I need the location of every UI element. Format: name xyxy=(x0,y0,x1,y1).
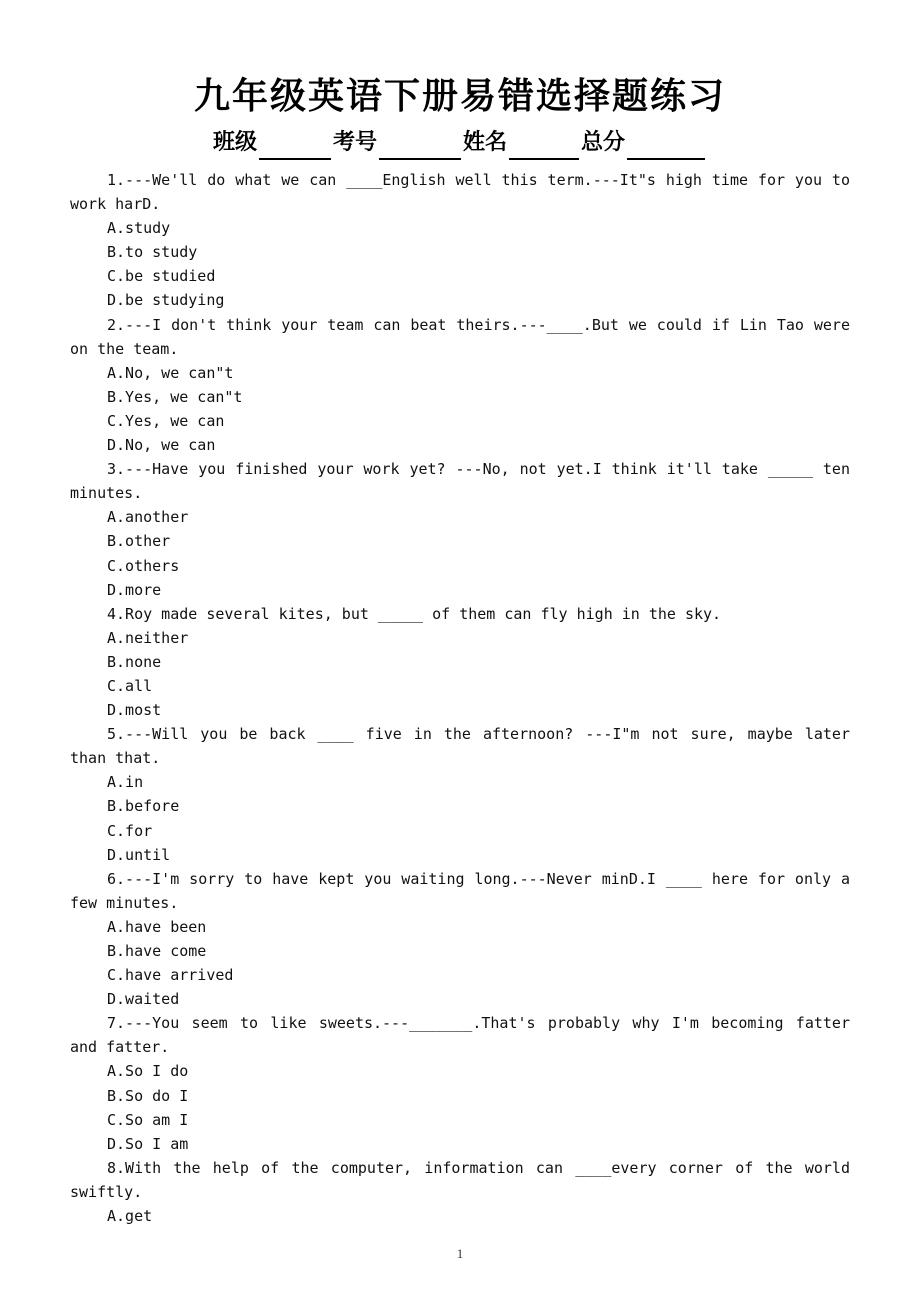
answer-option[interactable]: C.for xyxy=(107,821,153,840)
answer-option[interactable]: C.all xyxy=(107,676,153,695)
exam-no-blank[interactable] xyxy=(379,128,461,160)
name-blank[interactable] xyxy=(509,128,579,160)
question-stem: 3.---Have you finished your work yet? ---No, not yet.I think it'll take _____ ten minutes. xyxy=(70,460,860,503)
question-stem: 7.---You seem to like sweets.---_______.That's probably why I'm becoming fatter and fatter. xyxy=(70,1014,860,1057)
question-stem: 1.---We'll do what we can ____English well this term.---It"s high time for you to work harD. xyxy=(70,171,860,214)
answer-option[interactable]: A.neither xyxy=(107,628,189,647)
answer-option[interactable]: A.No, we can"t xyxy=(107,363,234,382)
question-item xyxy=(70,1011,860,1156)
answer-option[interactable]: C.So am I xyxy=(107,1110,189,1129)
question-item xyxy=(70,722,860,867)
answer-option[interactable]: D.most xyxy=(107,701,162,720)
score-blank[interactable] xyxy=(627,128,705,160)
answer-option[interactable]: B.to study xyxy=(107,243,198,262)
name-label: 姓名 xyxy=(463,130,508,155)
question-stem: 2.---I don't think your team can beat theirs.---____.But we could if Lin Tao were on the team. xyxy=(70,315,860,358)
class-label: 班级 xyxy=(212,130,257,155)
question-item xyxy=(70,168,860,313)
answer-option[interactable]: A.another xyxy=(107,508,189,527)
answer-option[interactable]: D.No, we can xyxy=(107,436,216,455)
answer-option[interactable]: A.study xyxy=(107,219,171,238)
page-title: 九年级英语下册易错选择题练习 xyxy=(193,76,726,117)
answer-option[interactable]: B.So do I xyxy=(107,1086,189,1105)
question-item xyxy=(70,313,860,458)
answer-option[interactable]: D.be studying xyxy=(107,291,225,310)
question-item xyxy=(70,1156,860,1228)
question-stem: 4.Roy made several kites, but _____ of them can fly high in the sky. xyxy=(107,604,722,623)
question-item xyxy=(70,867,860,1012)
answer-option[interactable]: B.Yes, we can"t xyxy=(107,387,243,406)
answer-option[interactable]: A.get xyxy=(107,1207,153,1226)
answer-option[interactable]: D.until xyxy=(107,845,171,864)
answer-option[interactable]: A.have been xyxy=(107,917,207,936)
page-number: 1 xyxy=(456,1246,464,1261)
answer-option[interactable]: B.none xyxy=(107,652,162,671)
question-list xyxy=(70,168,860,1228)
class-blank[interactable] xyxy=(259,128,331,160)
question-item xyxy=(70,457,860,602)
answer-option[interactable]: A.in xyxy=(107,773,144,792)
answer-option[interactable]: B.other xyxy=(107,532,171,551)
answer-option[interactable]: C.Yes, we can xyxy=(107,411,225,430)
answer-option[interactable]: C.be studied xyxy=(107,267,216,286)
answer-option[interactable]: A.So I do xyxy=(107,1062,189,1081)
answer-option[interactable]: D.waited xyxy=(107,990,180,1009)
student-info-line xyxy=(0,126,920,160)
question-stem: 6.---I'm sorry to have kept you waiting long.---Never minD.I ____ here for only a few minutes. xyxy=(70,869,860,912)
question-item xyxy=(70,602,850,722)
question-stem: 5.---Will you be back ____ five in the afternoon? ---I"m not sure, maybe later than that. xyxy=(70,725,860,768)
answer-option[interactable]: B.have come xyxy=(107,942,207,960)
answer-option[interactable]: C.have arrived xyxy=(107,966,234,985)
answer-option[interactable]: B.before xyxy=(107,797,180,816)
exam-no-label: 考号 xyxy=(332,130,377,155)
answer-option[interactable]: D.So I am xyxy=(107,1134,189,1153)
score-label: 总分 xyxy=(581,130,626,155)
answer-option[interactable]: C.others xyxy=(107,556,180,575)
question-stem: 8.With the help of the computer, information can ____every corner of the world swiftly. xyxy=(70,1158,860,1201)
answer-option[interactable]: D.more xyxy=(107,580,162,599)
